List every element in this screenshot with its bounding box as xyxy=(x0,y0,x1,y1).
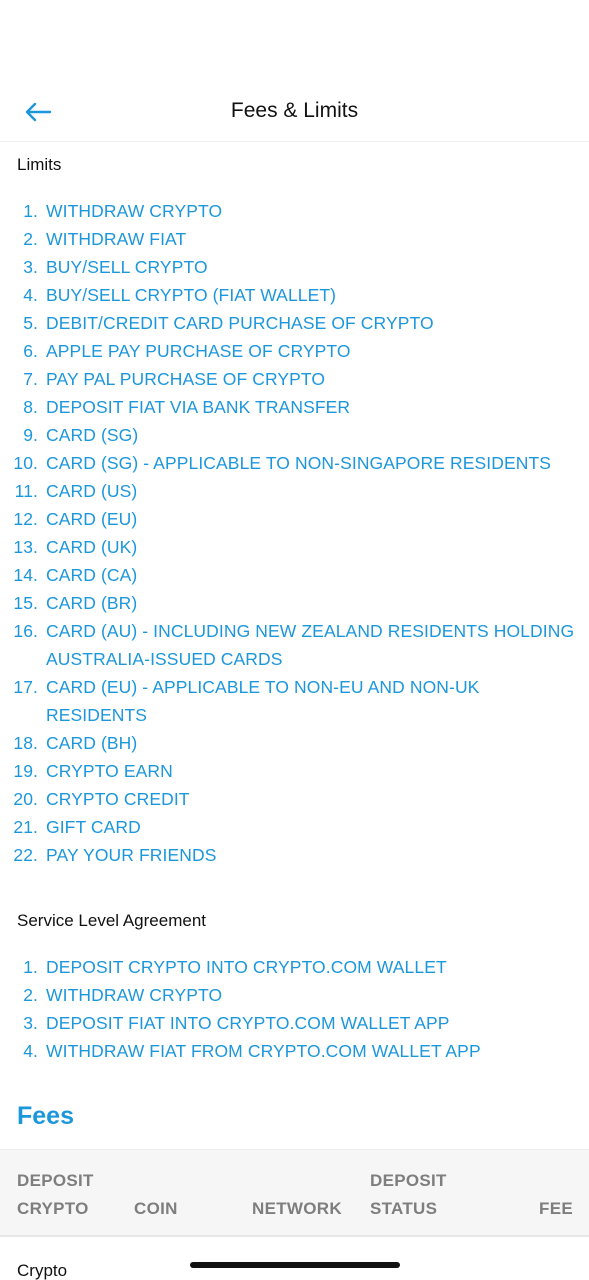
list-item-number: 17. xyxy=(13,677,38,697)
limits-link[interactable]: CARD (US) xyxy=(46,481,138,501)
list-item-number: 1. xyxy=(23,957,38,977)
sla-link[interactable]: DEPOSIT FIAT INTO CRYPTO.COM WALLET APP xyxy=(46,1013,450,1033)
limits-link[interactable]: GIFT CARD xyxy=(46,817,141,837)
list-item-number: 16. xyxy=(13,621,38,641)
limits-link[interactable]: PAY PAL PURCHASE OF CRYPTO xyxy=(46,369,326,389)
limits-list-item[interactable] xyxy=(0,477,589,505)
sla-list-item[interactable] xyxy=(0,1009,589,1037)
sla-link[interactable]: DEPOSIT CRYPTO INTO CRYPTO.COM WALLET xyxy=(46,957,447,977)
limits-list-item[interactable] xyxy=(0,309,589,337)
sla-list xyxy=(0,953,589,1065)
limits-link[interactable]: CARD (BR) xyxy=(46,593,138,613)
list-item-number: 2. xyxy=(23,985,38,1005)
limits-link[interactable]: APPLE PAY PURCHASE OF CRYPTO xyxy=(46,341,351,361)
limits-link[interactable]: PAY YOUR FRIENDS xyxy=(46,845,217,865)
column-header-fee: FEE xyxy=(539,1199,573,1218)
limits-list xyxy=(0,197,589,869)
limits-link[interactable]: WITHDRAW CRYPTO xyxy=(46,201,223,221)
list-item-number: 4. xyxy=(23,1041,38,1061)
list-item-number: 3. xyxy=(23,1013,38,1033)
limits-list-item[interactable] xyxy=(0,365,589,393)
limits-list-item[interactable] xyxy=(0,673,589,729)
limits-link[interactable]: CARD (BH) xyxy=(46,733,138,753)
limits-link[interactable]: CARD (EU) xyxy=(46,509,138,529)
limits-link[interactable]: DEPOSIT FIAT VIA BANK TRANSFER xyxy=(46,397,351,417)
limits-list-item[interactable] xyxy=(0,197,589,225)
limits-link[interactable]: BUY/SELL CRYPTO xyxy=(46,257,208,277)
list-item-number: 13. xyxy=(13,537,38,557)
fees-table-header xyxy=(0,1149,589,1237)
limits-list-item[interactable] xyxy=(0,393,589,421)
limits-list-item[interactable] xyxy=(0,561,589,589)
limits-list-item[interactable] xyxy=(0,225,589,253)
limits-list-item[interactable] xyxy=(0,813,589,841)
limits-list-item[interactable] xyxy=(0,337,589,365)
limits-list-item[interactable] xyxy=(0,421,589,449)
limits-link[interactable]: CRYPTO EARN xyxy=(46,761,173,781)
limits-list-item[interactable] xyxy=(0,281,589,309)
sla-heading: Service Level Agreement xyxy=(17,911,206,930)
list-item-number: 1. xyxy=(23,201,38,221)
page-title: Fees & Limits xyxy=(230,99,359,122)
fees-heading: Fees xyxy=(17,1102,74,1130)
limits-link[interactable]: WITHDRAW FIAT xyxy=(46,229,187,249)
list-item-number: 11. xyxy=(14,481,38,501)
list-item-number: 20. xyxy=(13,789,38,809)
column-header-network: NETWORK xyxy=(252,1199,342,1218)
sla-list-item[interactable] xyxy=(0,1037,589,1065)
limits-heading: Limits xyxy=(17,155,62,174)
limits-list-item[interactable] xyxy=(0,253,589,281)
list-item-number: 5. xyxy=(23,313,38,333)
home-indicator xyxy=(190,1262,400,1268)
list-item-number: 18. xyxy=(13,733,38,753)
limits-list-item[interactable] xyxy=(0,617,589,673)
limits-list-item[interactable] xyxy=(0,533,589,561)
list-item-number: 9. xyxy=(23,425,38,445)
sla-list-item[interactable] xyxy=(0,953,589,981)
limits-link[interactable]: CRYPTO CREDIT xyxy=(46,789,190,809)
limits-list-item[interactable] xyxy=(0,589,589,617)
list-item-number: 7. xyxy=(23,369,38,389)
list-item-number: 8. xyxy=(23,397,38,417)
limits-link[interactable]: DEBIT/CREDIT CARD PURCHASE OF CRYPTO xyxy=(46,313,434,333)
limits-list-item[interactable] xyxy=(0,841,589,869)
list-item-number: 19. xyxy=(13,761,38,781)
limits-link[interactable]: CARD (CA) xyxy=(46,565,138,585)
list-item-number: 6. xyxy=(23,341,38,361)
nav-header xyxy=(0,84,589,142)
list-item-number: 15. xyxy=(13,593,38,613)
list-item-number: 12. xyxy=(13,509,38,529)
fees-row-label: Crypto xyxy=(17,1261,68,1280)
list-item-number: 10. xyxy=(13,453,38,473)
limits-list-item[interactable] xyxy=(0,757,589,785)
list-item-number: 14. xyxy=(13,565,38,585)
sla-link[interactable]: WITHDRAW FIAT FROM CRYPTO.COM WALLET APP xyxy=(46,1041,481,1061)
limits-link[interactable]: CARD (SG) - APPLICABLE TO NON-SINGAPORE RESIDENTS xyxy=(46,453,552,473)
sla-link[interactable]: WITHDRAW CRYPTO xyxy=(46,985,223,1005)
column-header-deposit-status: DEPOSIT STATUS xyxy=(370,1171,447,1218)
limits-list-item[interactable] xyxy=(0,449,589,477)
limits-link[interactable]: CARD (AU) - INCLUDING NEW ZEALAND RESIDENTS HOLDING AUSTRALIA-ISSUED CARDS xyxy=(46,621,575,669)
list-item-number: 22. xyxy=(13,845,38,865)
limits-list-item[interactable] xyxy=(0,785,589,813)
limits-link[interactable]: BUY/SELL CRYPTO (FIAT WALLET) xyxy=(46,285,337,305)
column-header-deposit-crypto: DEPOSIT CRYPTO xyxy=(17,1171,94,1218)
limits-link[interactable]: CARD (EU) - APPLICABLE TO NON-EU AND NON-UK RESIDENTS xyxy=(46,677,480,725)
limits-link[interactable]: CARD (UK) xyxy=(46,537,138,557)
column-header-coin: COIN xyxy=(134,1199,178,1218)
list-item-number: 2. xyxy=(23,229,38,249)
sla-list-item[interactable] xyxy=(0,981,589,1009)
limits-list-item[interactable] xyxy=(0,729,589,757)
list-item-number: 4. xyxy=(23,285,38,305)
list-item-number: 3. xyxy=(23,257,38,277)
list-item-number: 21. xyxy=(13,817,38,837)
limits-link[interactable]: CARD (SG) xyxy=(46,425,139,445)
limits-list-item[interactable] xyxy=(0,505,589,533)
